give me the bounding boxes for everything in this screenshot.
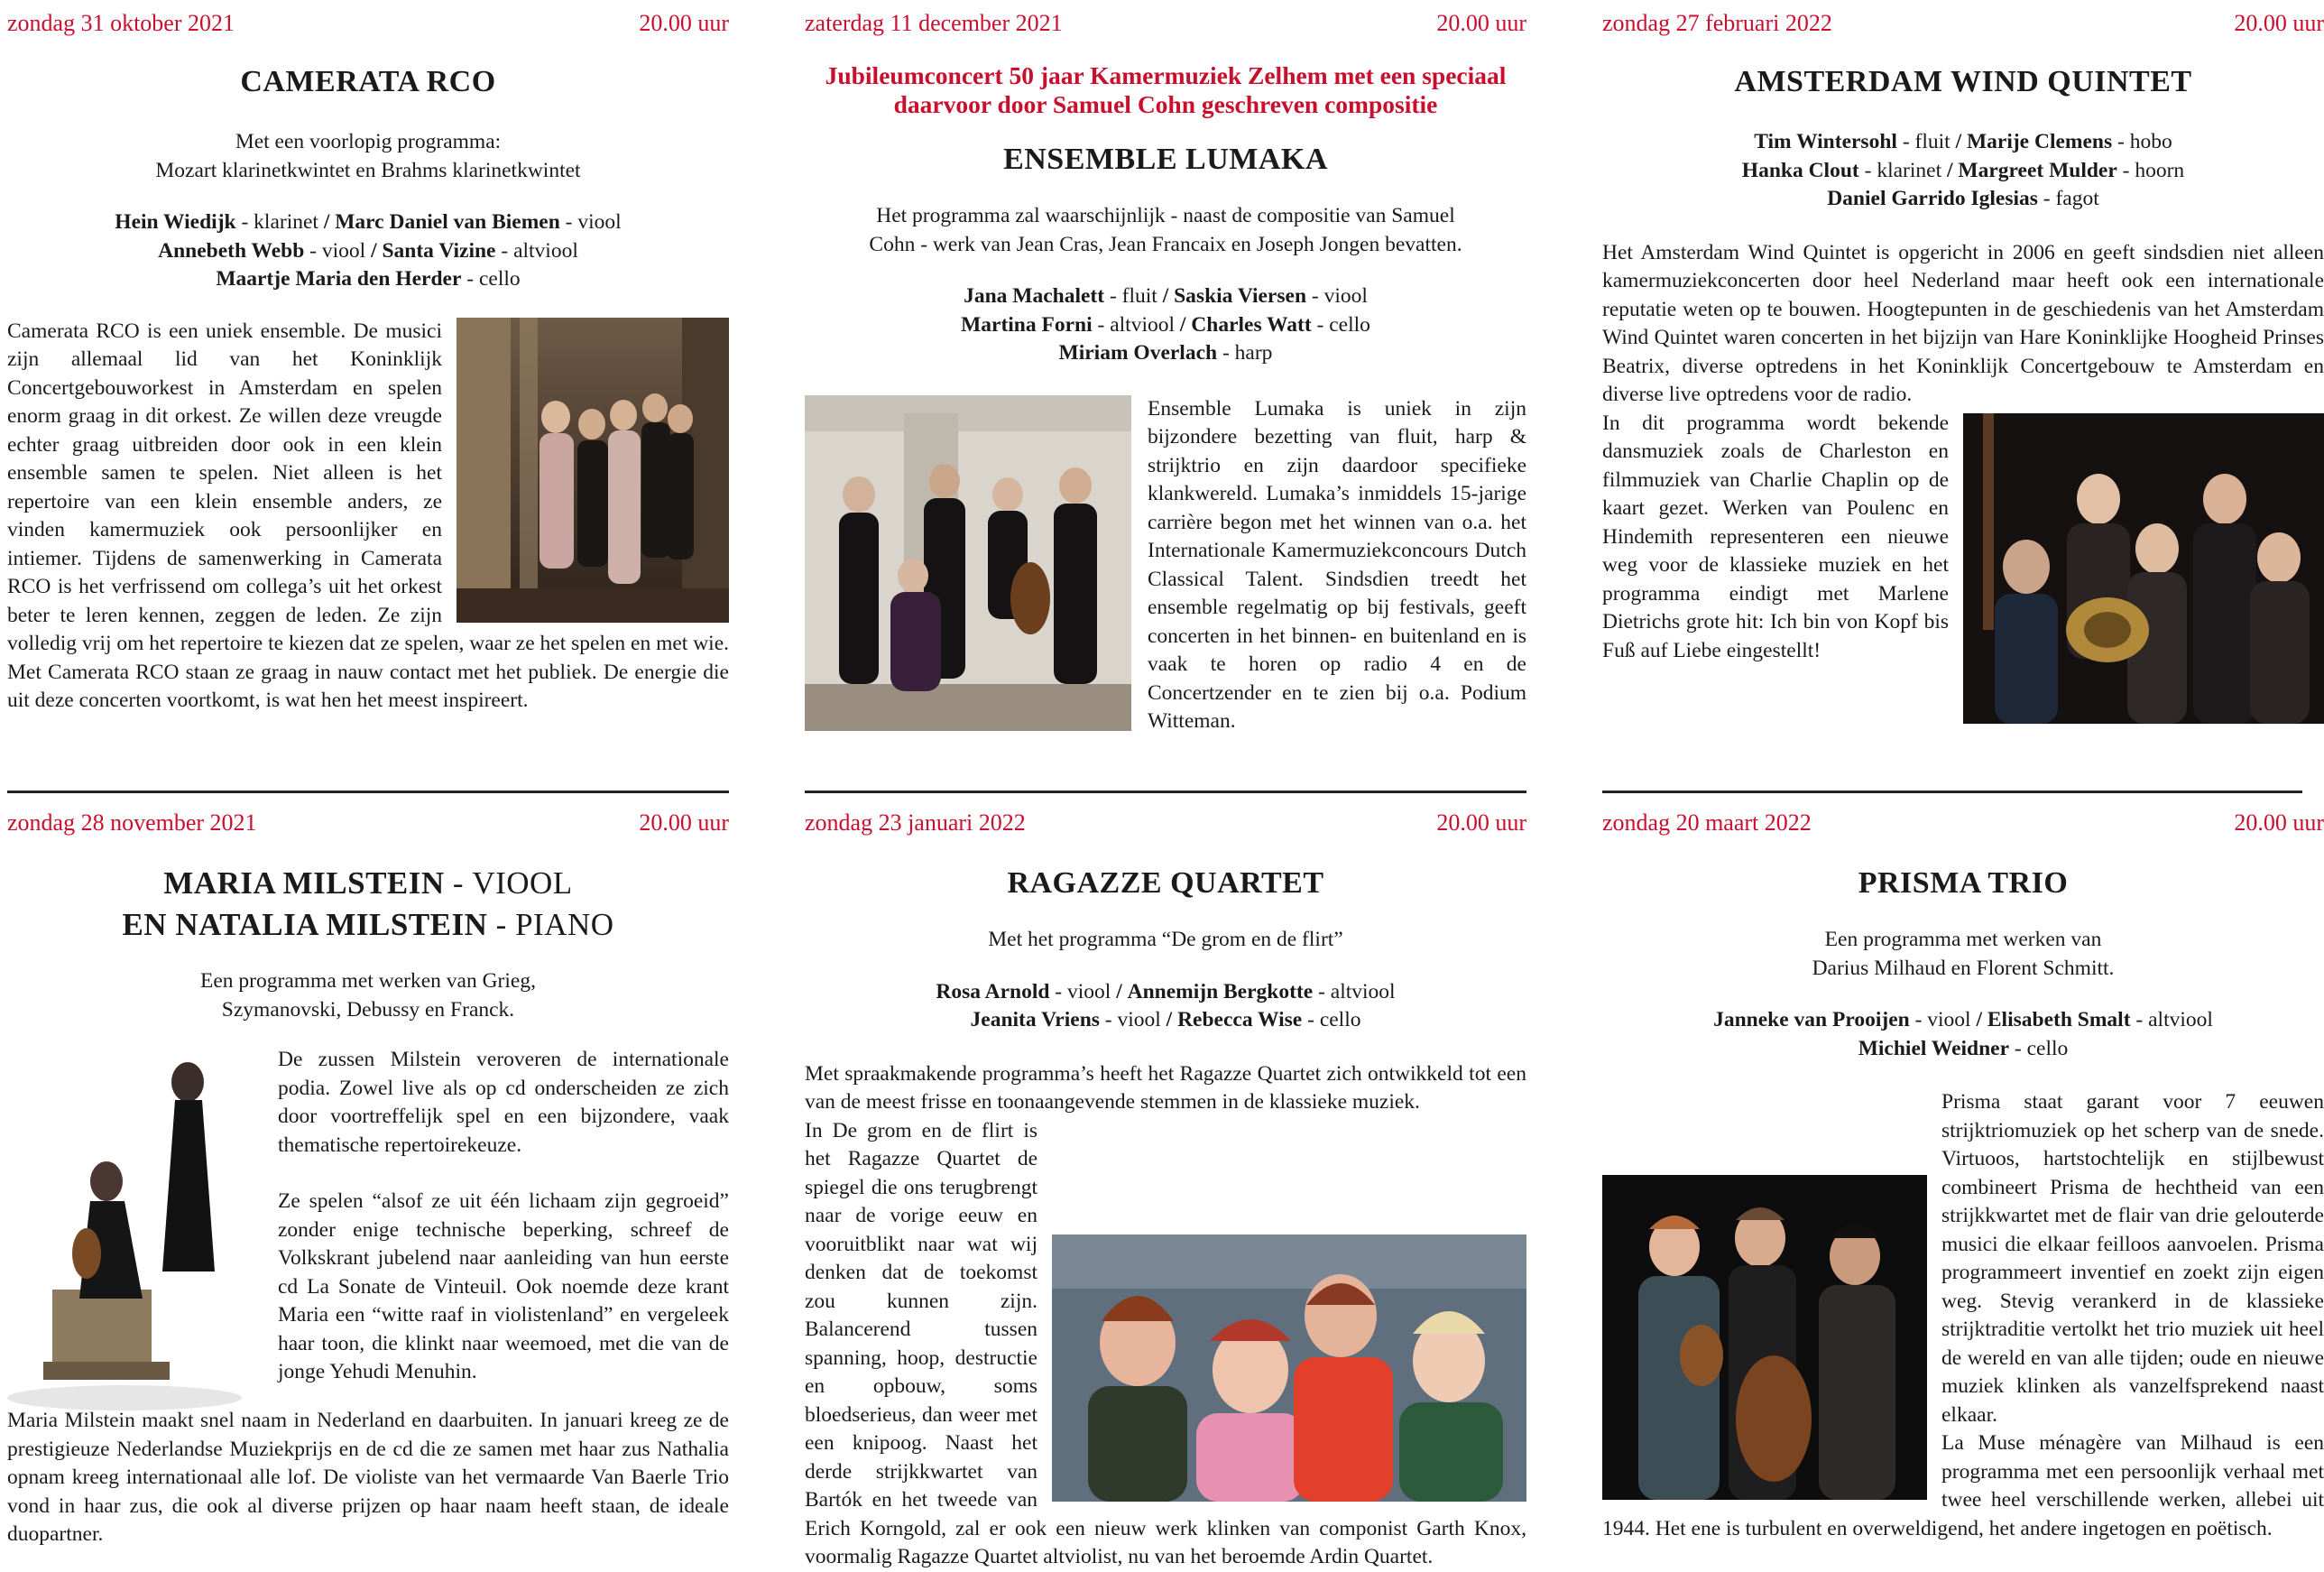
concert-title: ENSEMBLE LUMAKA <box>1003 143 1328 176</box>
concert-amsterdam-wind-quintet <box>1602 5 2324 781</box>
concert-body: Camerata RCO is een uniek ensemble. De musici zijn allemaal lid van het Koninklijk Concertgebouworkest in Amsterdam en spelen enorm graag in dit orkest. Ze willen deze vreugde echter graag uitbreiden door ook in een klein ensemble samen te spelen. Niet alleen is het repertoire van een klein ensemble anders, ze vinden kamermuziek ook persoonlijker en intiemer. Tijdens de samenwerking in Camerata RCO is het verfrissend om collega’s uit het orkest beter te leren kennen, zeggen de leden. Ze zijn volledig vrij om het repertoire te kiezen dat ze spelen, waar ze het spelen en met wie. Met Camerata RCO staan ze graag in nauw contact met het publiek. De energie die uit deze concerten voortkomt, is wat hen het meest inspireert. <box>7 319 729 712</box>
concert-title: RAGAZZE QUARTET <box>1007 866 1324 900</box>
concert-body-intro: Het Amsterdam Wind Quintet is opgericht in 2006 en geeft sindsdien niet alleen kamermuziekconcerten door heel Nederland maar heeft ook een internationale reputatie weten op te bouwen. Hoogtepunten in de geschiedenis van het Amsterdam Wind Quintet waren concerten in het bijzijn van Hare Koninklijke Hoogheid Prinses Beatrix, diverse optredens in het Koninklijk Concertgebouw te Amsterdam en diverse live optredens voor de radio. <box>1602 240 2324 406</box>
concert-title: AMSTERDAM WIND QUINTET <box>1734 65 2192 98</box>
concert-body-1: Prisma staat garant voor 7 eeuwen strijktriomuziek op het scherp van de snede. Virtuoos, hartstochtelijk en stijlbewust combineert Prisma de hechtheid van een strijkkwartet met de flair van drie gelouterde musici die elkaar feilloos aanvoelen. Prisma programmeert inventief en zoekt zijn eigen weg. Stevig verankerd in de klassieke strijktraditie vertolkt het trio muziek uit heel de wereld en van alle tijden; oude en nieuwe muziek klinken als vanzelfsprekend naast elkaar. <box>1941 1090 2324 1427</box>
concert-body-3: Maria Milstein maakt snel naam in Nederland en daarbuiten. In januari kreeg ze de prestigieuze Nederlandse Muziekprijs en de cd die ze samen met haar zus Nathalia opnam kreeg internationaal alle lof. De violiste van het vermaarde Van Baerle Trio vond in haar zus, die ook al diverse prijzen op haar naam heeft staan, de ideale duopartner. <box>7 1409 729 1546</box>
concert-ragazze-quartet <box>805 805 1526 1568</box>
duo-photo <box>7 1046 256 1407</box>
concert-body-program: In dit programma wordt bekende dansmuziek zoals de Charleston en filmmuziek van Charlie Chaplin op de kaart gezet. Werken van Poulenc en Hindemith representeren een nieuwe weg voor de klassieke muziek en het programma eindigt met Marlene Dietrichs grote hit: Ich bin von Kopf bis Fuß auf Liebe eingestellt! <box>1602 411 1949 662</box>
program-description: Met het programma “De grom en de flirt” <box>988 928 1343 951</box>
concert-time: 20.00 uur <box>1436 10 1526 36</box>
concert-date: zondag 23 januari 2022 <box>805 809 1026 836</box>
concert-header <box>805 5 1526 42</box>
concert-time: 20.00 uur <box>1436 809 1526 836</box>
concert-body-1: De zussen Milstein veroveren de internationale podia. Zowel live als op cd onderscheiden ze zich door voortreffelijk spel en een bijzondere, vaak thematische repertoirekeuze. <box>278 1048 729 1157</box>
concert-time: 20.00 uur <box>2234 10 2324 36</box>
concert-body-2: In De grom en de flirt is het Ragazze Quartet de spiegel die ons terugbrengt naar de vorige eeuw en vooruitblikt naar wat wij denken dat de toekomst zou kunnen zijn. Balancerend tussen spanning, hoop, destructie en opbouw, soms bloedserieus, dan weer met een knipoog. Naast het derde strijkkwartet van Bartók en het tweede van Erich Korngold, zal er ook een nieuw werk klinken van componist Garth Knox, voormalig Ragazze Quartet altviolist, nu van het beroemde Ardin Quartet. <box>805 1118 1526 1568</box>
concert-time: 20.00 uur <box>639 809 729 836</box>
musician-list: Jana Machalett - fluit / Saskia Viersen - viool Martina Forni - altviool / Charles Watt - cello Miriam Overlach - harp <box>961 284 1370 365</box>
concert-milstein <box>7 805 729 1568</box>
ensemble-photo <box>456 318 729 623</box>
concert-title: PRISMA TRIO <box>1858 866 2069 900</box>
program-description: Een programma met werken van Grieg, Szymanovski, Debussy en Franck. <box>200 969 536 1022</box>
musician-list: Tim Wintersohl - fluit / Marije Clemens - hobo Hanka Clout - klarinet / Margreet Mulder - hoorn Daniel Garrido Iglesias - fagot <box>1741 130 2185 210</box>
quartet-photo <box>1052 1234 1526 1502</box>
divider <box>7 791 729 793</box>
program-description: Met een voorlopig programma: Mozart klarinetkwintet en Brahms klarinetkwintet <box>155 130 581 182</box>
concert-header <box>7 805 729 841</box>
concert-body-1: Met spraakmakende programma’s heeft het Ragazze Quartet zich ontwikkeld tot een van de meest frisse en toonaangevende stemmen in de klassieke muziek. <box>805 1061 1526 1114</box>
concert-subtitle: Jubileumconcert 50 jaar Kamermuziek Zelhem met een speciaal daarvoor door Samuel Cohn geschreven compositie <box>825 61 1507 118</box>
concert-header <box>1602 5 2324 42</box>
concert-date: zondag 28 november 2021 <box>7 809 257 836</box>
trio-photo <box>1602 1175 1927 1500</box>
concert-header <box>805 805 1526 841</box>
divider <box>805 791 1526 793</box>
concert-header <box>7 5 729 42</box>
concert-title: MARIA MILSTEIN - VIOOL EN NATALIA MILSTEIN - PIANO <box>122 865 614 942</box>
concert-prisma-trio <box>1602 805 2324 1568</box>
ensemble-photo <box>805 395 1131 731</box>
concert-date: zondag 20 maart 2022 <box>1602 809 1812 836</box>
concert-body-2: La Muse ménagère van Milhaud is een programma met een persoonlijk verhaal met twee heel verschillende werken, allebei uit 1944. Het ene is turbulent en overweldigend, het andere ingetogen en poëtisch. <box>1602 1431 2324 1540</box>
program-description: Een programma met werken van Darius Milhaud en Florent Schmitt. <box>1812 928 2115 980</box>
concert-title: CAMERATA RCO <box>240 65 496 98</box>
concert-camerata-rco <box>7 5 729 781</box>
divider <box>1602 791 2302 793</box>
concert-body-2: Ze spelen “alsof ze uit één lichaam zijn gegroeid” zonder enige technische beperking, schreef de Volkskrant jubelend naar aanleiding van hun eerste cd La Sonate de Vinteuil. Ook noemde deze krant Maria een “witte raaf in violistenland” en vergeleek haar toon, die klinkt naar weemoed, met die van de jonge Yehudi Menuhin. <box>278 1189 729 1383</box>
program-description: Het programma zal waarschijnlijk - naast de compositie van Samuel Cohn - werk van Jean Cras, Jean Francaix en Joseph Jongen bevatten. <box>869 204 1462 256</box>
concert-ensemble-lumaka <box>805 5 1526 781</box>
concert-time: 20.00 uur <box>2234 809 2324 836</box>
concert-time: 20.00 uur <box>639 10 729 36</box>
musician-list: Hein Wiedijk - klarinet / Marc Daniel van Biemen - viool Annebeth Webb - viool / Santa Vizine - altviool Maartje Maria den Herder - cello <box>115 210 622 291</box>
concert-body: Ensemble Lumaka is uniek in zijn bijzondere bezetting van fluit, harp & strijktrio en zijn daardoor specifieke klankwereld. Lumaka’s inmiddels 15-jarige carrière begon met het winnen van o.a. het Internationale Kamermuziekconcours Dutch Classical Talent. Sindsdien treedt het ensemble regelmatig op bij festivals, geeft concerten in het binnen- en buitenland en is vaak te horen op radio 4 en de Concertzender en te zien bij o.a. Podium Witteman. <box>1148 396 1526 733</box>
ensemble-photo <box>1963 413 2324 724</box>
musician-list: Rosa Arnold - viool / Annemijn Bergkotte - altviool Jeanita Vriens - viool / Rebecca Wise - cello <box>936 979 1396 1031</box>
concert-date: zondag 27 februari 2022 <box>1602 10 1832 36</box>
concert-date: zaterdag 11 december 2021 <box>805 10 1063 36</box>
concert-date: zondag 31 oktober 2021 <box>7 10 235 36</box>
musician-list: Janneke van Prooijen - viool / Elisabeth Smalt - altviool Michiel Weidner - cello <box>1713 1008 2213 1060</box>
concert-header <box>1602 805 2324 841</box>
